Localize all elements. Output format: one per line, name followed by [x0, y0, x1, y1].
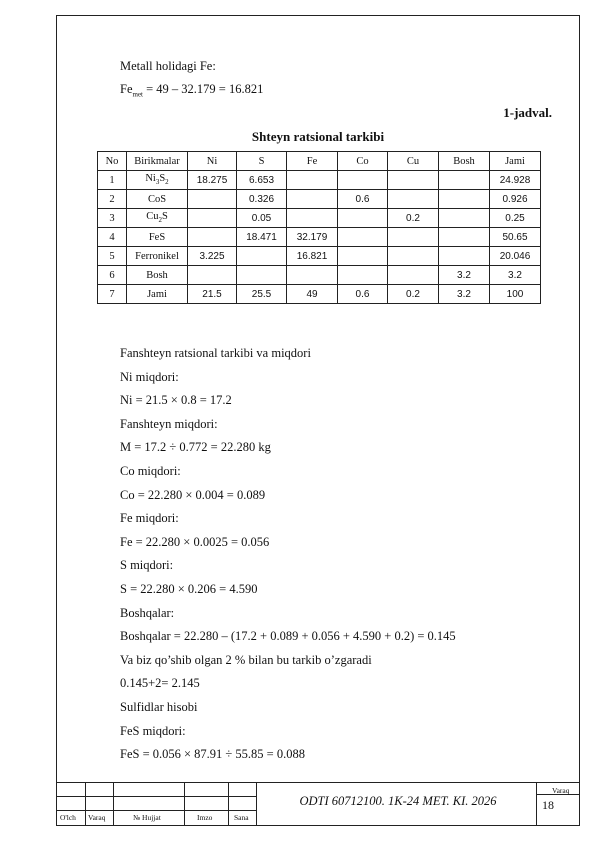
table-cell: [338, 209, 388, 228]
table-cell: 3: [98, 209, 127, 228]
table-cell: $Cu_2S$: [127, 209, 188, 228]
table-cell: [338, 247, 388, 266]
table-cell: 3.2: [490, 266, 541, 285]
table-cell: 0.926: [490, 190, 541, 209]
table-header-cell: Birikmalar: [127, 152, 188, 171]
body-line: Sulfidlar hisobi: [120, 700, 198, 714]
table-cell: [188, 190, 237, 209]
table-cell: Ferronikel: [127, 247, 188, 266]
table-row: [98, 285, 541, 304]
table-header-cell: Bosh: [439, 152, 490, 171]
stamp-label-sana: Sana: [234, 813, 249, 822]
table-cell: [388, 228, 439, 247]
table-header-cell: Jami: [490, 152, 541, 171]
table-header-cell: Cu: [388, 152, 439, 171]
table-cell: [388, 190, 439, 209]
table-cell: [338, 228, 388, 247]
table-cell: 50.65: [490, 228, 541, 247]
table-cell: Bosh: [127, 266, 188, 285]
table-cell: 0.2: [388, 209, 439, 228]
table-cell: 0.326: [237, 190, 287, 209]
table-cell: [237, 266, 287, 285]
table-cell: 6.653: [237, 171, 287, 190]
table-cell: $Ni_3S_2$: [127, 171, 188, 190]
body-line: Fe = 22.280 × 0.0025 = 0.056: [120, 534, 270, 549]
table-cell: 7: [98, 285, 127, 304]
varaq-label: Varaq: [552, 786, 570, 795]
document-code: ODTI 60712100. 1K-24 MET. KI. 2026: [299, 794, 497, 808]
body-line: Boshqalar:: [120, 605, 175, 620]
table-cell: [388, 247, 439, 266]
table-cell: 25.5: [237, 285, 287, 304]
body-line: Ni = 21.5 × 0.8 = 17.2: [120, 393, 232, 408]
table-cell: 49: [287, 285, 338, 304]
body-line: M = 17.2 ÷ 0.772 = 22.280 kg: [120, 440, 271, 455]
table-row: [98, 228, 541, 247]
table-cell: [287, 209, 338, 228]
intro-line-1: Metall holidagi Fe:: [120, 59, 216, 73]
table-cell: 3.225: [188, 247, 237, 266]
table-cell: [439, 190, 490, 209]
body-line: Ni miqdori:: [120, 369, 179, 384]
table-cell: 3.2: [439, 285, 490, 304]
table-cell: [188, 228, 237, 247]
table-cell: 0.2: [388, 285, 439, 304]
table-cell: [287, 190, 338, 209]
table-cell: 4: [98, 228, 127, 247]
table-cell: 16.821: [287, 247, 338, 266]
table-cell: FeS: [127, 228, 188, 247]
table-cell: [439, 247, 490, 266]
table-cell: [188, 209, 237, 228]
body-line: Fanshteyn miqdori:: [120, 416, 218, 431]
table-header-cell: Ni: [188, 152, 237, 171]
table-cell: Jami: [127, 285, 188, 304]
table-cell: [237, 247, 287, 266]
table-cell: [439, 171, 490, 190]
table-cell: [338, 171, 388, 190]
table-cell: [388, 171, 439, 190]
body-line: Fanshteyn ratsional tarkibi va miqdori: [120, 346, 311, 360]
table-header-cell: Fe: [287, 152, 338, 171]
table-cell: 6: [98, 266, 127, 285]
table-cell: [188, 266, 237, 285]
table-row: [98, 190, 541, 209]
table-header-cell: No: [98, 152, 127, 171]
table-cell: 0.6: [338, 190, 388, 209]
table-row: [98, 171, 541, 190]
body-line: S miqdori:: [120, 558, 174, 573]
table-cell: 32.179: [287, 228, 338, 247]
table-cell: 2: [98, 190, 127, 209]
table-title: Shteyn ratsional tarkibi: [251, 129, 385, 144]
table-cell: [287, 171, 338, 190]
body-line: FeS miqdori:: [120, 723, 186, 738]
table-cell: CoS: [127, 190, 188, 209]
page-number: 18: [542, 798, 554, 812]
intro-line-2: $Fe_{met} = 49 - 32.179 = 16.821$: [120, 82, 264, 99]
table-cell: 5: [98, 247, 127, 266]
table-cell: 1: [98, 171, 127, 190]
table-row: [98, 266, 541, 285]
table-cell: [338, 266, 388, 285]
table-cell: 0.25: [490, 209, 541, 228]
table-cell: 21.5: [188, 285, 237, 304]
table-cell: 18.275: [188, 171, 237, 190]
stamp-label-varaq: Varaq: [88, 813, 106, 822]
stamp-label-imzo: Imzo: [197, 813, 213, 822]
body-line: FeS = 0.056 × 87.91 ÷ 55.85 = 0.088: [120, 747, 305, 762]
table-header-cell: S: [237, 152, 287, 171]
table-cell: [439, 209, 490, 228]
table-cell: 0.6: [338, 285, 388, 304]
body-line: Fe miqdori:: [120, 511, 179, 526]
body-line: Co = 22.280 × 0.004 = 0.089: [120, 487, 266, 502]
table-cell: [439, 228, 490, 247]
body-line: S = 22.280 × 0.206 = 4.590: [120, 582, 258, 596]
stamp-label-hujjat: № Hujjat: [133, 813, 161, 822]
table-cell: 18.471: [237, 228, 287, 247]
table-cell: 0.05: [237, 209, 287, 228]
table-number: 1-jadval.: [503, 105, 552, 120]
stamp-label-olch: O'lch: [60, 813, 76, 822]
table-header-row: [98, 152, 541, 171]
table-cell: 100: [490, 285, 541, 304]
table-cell: [287, 266, 338, 285]
body-line: Boshqalar = 22.280 – (17.2 + 0.089 + 0.056 + 4.590 + 0.2) = 0.145: [120, 629, 456, 644]
body-line: 0.145+2= 2.145: [120, 676, 200, 691]
table-cell: 20.046: [490, 247, 541, 266]
composition-table: [97, 151, 541, 304]
table-header-cell: Co: [338, 152, 388, 171]
title-block: [56, 782, 580, 826]
table-cell: 24.928: [490, 171, 541, 190]
table-row: [98, 247, 541, 266]
table-cell: [388, 266, 439, 285]
body-line: Co miqdori:: [120, 464, 181, 478]
table-row: [98, 209, 541, 228]
body-line: Va biz qo’shib olgan 2 % bilan bu tarkib o’zgaradi: [120, 652, 372, 667]
table-cell: 3.2: [439, 266, 490, 285]
